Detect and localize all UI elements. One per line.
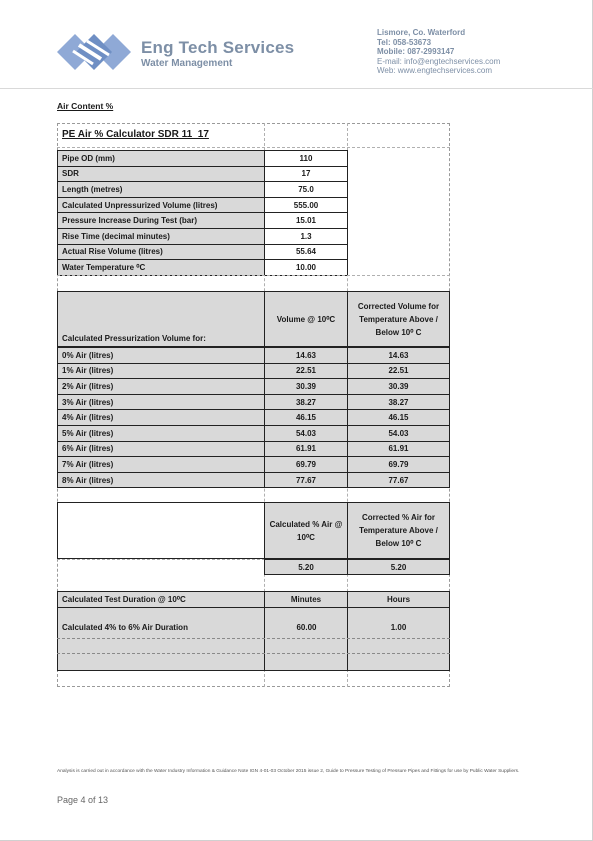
contact-email: E-mail: info@engtechservices.com xyxy=(377,56,501,66)
volume-row-value-10c: 69.79 xyxy=(264,456,348,473)
contact-mobile: Mobile: 087-2993147 xyxy=(377,47,455,57)
duration-header-minutes: Minutes xyxy=(264,591,348,608)
duration-hours-value: 1.00 xyxy=(347,608,450,670)
page-number: Page 4 of 13 xyxy=(57,795,109,805)
air-percent-value-corrected: 5.20 xyxy=(347,559,450,575)
volume-row-label: 3% Air (litres) xyxy=(57,394,265,411)
input-label: Pressure Increase During Test (bar) xyxy=(57,212,265,229)
air-percent-blank xyxy=(57,502,265,559)
duration-header-label: Calculated Test Duration @ 10⁰C xyxy=(57,591,265,608)
input-value: 555.00 xyxy=(264,197,348,214)
input-label: Rise Time (decimal minutes) xyxy=(57,228,265,245)
volume-row-label: 1% Air (litres) xyxy=(57,363,265,380)
volume-row-value-corrected: 22.51 xyxy=(347,363,450,380)
input-value: 1.3 xyxy=(264,228,348,245)
volume-row-value-10c: 22.51 xyxy=(264,363,348,380)
header-divider xyxy=(0,88,593,89)
volume-row-label: 8% Air (litres) xyxy=(57,472,265,489)
input-value: 110 xyxy=(264,150,348,167)
volume-row-value-corrected: 38.27 xyxy=(347,394,450,411)
duration-header-hours: Hours xyxy=(347,591,450,608)
input-value: 75.0 xyxy=(264,181,348,198)
grid-row-line xyxy=(57,147,450,148)
grid-row-line xyxy=(57,275,450,276)
volume-row-value-corrected: 30.39 xyxy=(347,378,450,395)
input-label: Pipe OD (mm) xyxy=(57,150,265,167)
input-label: Length (metres) xyxy=(57,181,265,198)
volume-row-value-corrected: 14.63 xyxy=(347,347,450,364)
contact-tel: Tel: 058-53673 xyxy=(377,37,432,47)
volume-row-value-10c: 14.63 xyxy=(264,347,348,364)
input-value: 17 xyxy=(264,166,348,183)
input-value: 55.64 xyxy=(264,244,348,261)
input-label: SDR xyxy=(57,166,265,183)
volume-row-value-corrected: 77.67 xyxy=(347,472,450,489)
brand-name: Eng Tech Services xyxy=(141,38,295,57)
contact-address: Lismore, Co. Waterford xyxy=(377,28,466,37)
input-label: Calculated Unpressurized Volume (litres) xyxy=(57,197,265,214)
air-percent-header-col2: Corrected % Air for Temperature Above / Below 10⁰ C xyxy=(347,502,450,559)
input-label: Water Temperature ⁰C xyxy=(57,259,265,276)
contact-web: Web: www.engtechservices.com xyxy=(377,66,493,76)
volume-row-label: 0% Air (litres) xyxy=(57,347,265,364)
volume-row-label: 6% Air (litres) xyxy=(57,441,265,458)
grid-row-line xyxy=(57,559,265,560)
duration-minutes-value: 60.00 xyxy=(264,608,348,670)
volume-row-value-corrected: 61.91 xyxy=(347,441,450,458)
grid-row-line xyxy=(57,653,450,654)
footnote: Analysis is carried out in accordance with the Water Industry Information & Guidance Note IGN 4-01-03 October 2015 issue 2, Guide to Pressure Testing of Pressure Pipes and Fittings for use by Public Water Suppliers. xyxy=(57,769,520,774)
air-percent-header-col1: Calculated % Air @ 10⁰C xyxy=(264,502,348,559)
volume-row-value-10c: 61.91 xyxy=(264,441,348,458)
grid-row-line xyxy=(57,670,450,671)
section-title: Air Content % xyxy=(57,101,114,111)
volume-row-value-10c: 46.15 xyxy=(264,409,348,426)
input-label: Actual Rise Volume (litres) xyxy=(57,244,265,261)
volume-row-label: 7% Air (litres) xyxy=(57,456,265,473)
eng-tech-logo xyxy=(57,27,131,77)
air-percent-value-10c: 5.20 xyxy=(264,559,348,575)
volume-row-value-10c: 30.39 xyxy=(264,378,348,395)
input-value: 10.00 xyxy=(264,259,348,276)
volume-header-col1: Volume @ 10⁰C xyxy=(264,291,348,347)
volume-row-value-corrected: 69.79 xyxy=(347,456,450,473)
input-value: 15.01 xyxy=(264,212,348,229)
volume-row-value-corrected: 54.03 xyxy=(347,425,450,442)
volume-header-label: Calculated Pressurization Volume for: xyxy=(57,291,265,347)
grid-row-line xyxy=(57,638,450,639)
volume-row-label: 2% Air (litres) xyxy=(57,378,265,395)
contact-block xyxy=(377,28,500,76)
volume-row-value-10c: 77.67 xyxy=(264,472,348,489)
calculator-title: PE Air % Calculator SDR 11_17 xyxy=(62,129,209,140)
brand-subtitle: Water Management xyxy=(141,58,233,69)
volume-row-value-corrected: 46.15 xyxy=(347,409,450,426)
volume-row-label: 4% Air (litres) xyxy=(57,409,265,426)
volume-row-value-10c: 38.27 xyxy=(264,394,348,411)
volume-row-label: 5% Air (litres) xyxy=(57,425,265,442)
volume-row-value-10c: 54.03 xyxy=(264,425,348,442)
duration-row-label: Calculated 4% to 6% Air Duration xyxy=(57,608,265,670)
volume-header-col2: Corrected Volume for Temperature Above / Below 10⁰ C xyxy=(347,291,450,347)
